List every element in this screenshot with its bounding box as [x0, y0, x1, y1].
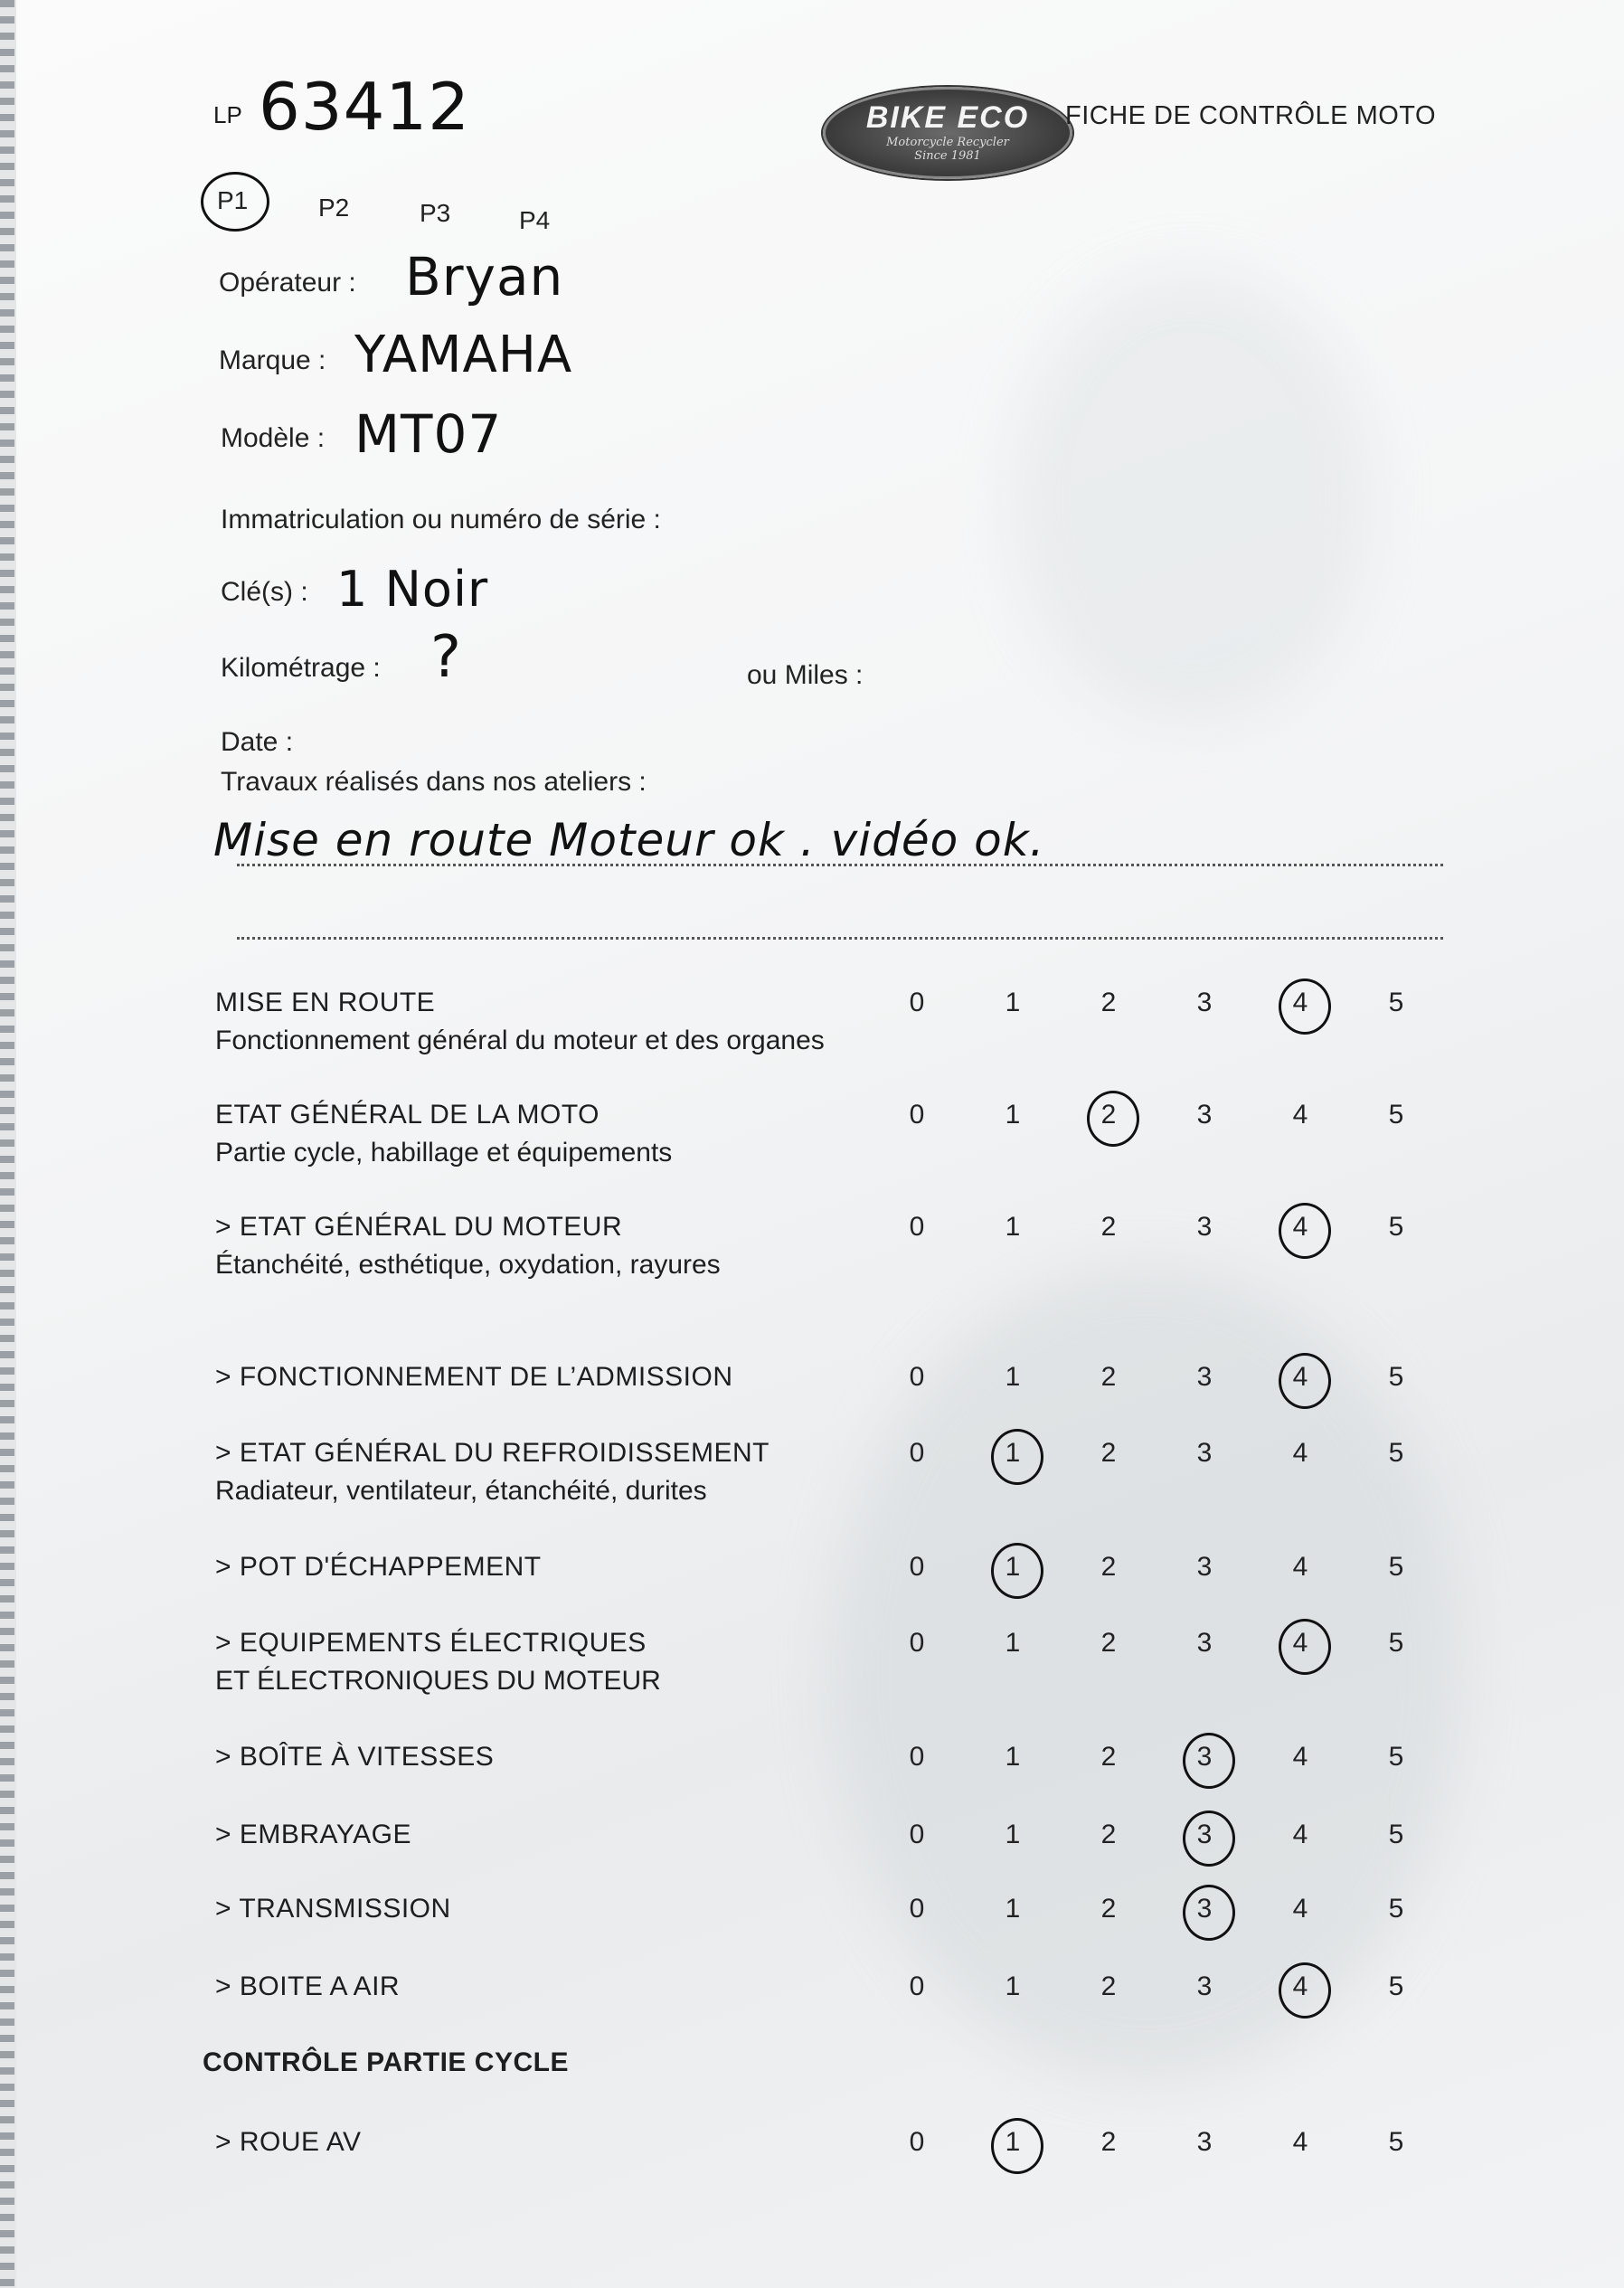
check-subtitle: Partie cycle, habillage et équipements	[215, 1138, 673, 1168]
score-option: 4	[1292, 1820, 1308, 1849]
score-option: 0	[909, 1362, 925, 1392]
logo-tagline: Motorcycle Recycler	[886, 136, 1009, 149]
keys-value: 1 Noir	[336, 561, 489, 618]
check-subtitle: ET ÉLECTRONIQUES DU MOTEUR	[215, 1666, 661, 1696]
score-option: 4	[1292, 1742, 1308, 1772]
score-option: 1	[1005, 1628, 1021, 1658]
phase-p3: P3	[420, 199, 451, 227]
check-title: > FONCTIONNEMENT DE L’ADMISSION	[215, 1362, 733, 1392]
score-option: 1	[1005, 1100, 1021, 1130]
score-option-selected: 3	[1177, 1820, 1232, 1850]
score-option-selected: 1	[986, 2127, 1040, 2158]
score-option-selected: 2	[1081, 1100, 1136, 1130]
score-option: 0	[909, 1628, 925, 1658]
score-option: 5	[1388, 1894, 1404, 1924]
score-option: 3	[1196, 1971, 1213, 2001]
logo-brand: BIKE ECO	[865, 100, 1030, 135]
score-option: 2	[1100, 1820, 1117, 1849]
score-option: 4	[1292, 1552, 1308, 1582]
score-option-selected: 4	[1273, 1362, 1327, 1393]
score-option: 3	[1196, 2127, 1213, 2157]
score-option: 5	[1388, 1971, 1404, 2001]
check-title: > BOÎTE À VITESSES	[215, 1742, 495, 1772]
sheet-title: FICHE DE CONTRÔLE MOTO	[1065, 101, 1437, 130]
score-option: 2	[1100, 2127, 1117, 2157]
score-option-selected: 4	[1273, 1971, 1327, 2002]
check-title: > EQUIPEMENTS ÉLECTRIQUES	[215, 1628, 647, 1658]
score-option: 1	[1005, 1971, 1021, 2001]
score-option: 0	[909, 988, 925, 1017]
score-option: 3	[1196, 1362, 1213, 1392]
phase-p1: P1	[217, 186, 249, 214]
score-option: 5	[1388, 1438, 1404, 1468]
score-option: 1	[1005, 1212, 1021, 1242]
miles-label: ou Miles :	[747, 660, 864, 690]
dotted-line	[237, 864, 1443, 866]
glare-reflection	[1011, 271, 1373, 723]
lp-label: LP	[213, 101, 242, 128]
score-option: 3	[1196, 1212, 1213, 1242]
score-option: 1	[1005, 1894, 1021, 1924]
logo-since: Since 1981	[914, 149, 981, 163]
lp-number: 63412	[259, 69, 471, 145]
score-option: 0	[909, 1212, 925, 1242]
score-option: 5	[1388, 988, 1404, 1017]
date-label: Date :	[221, 727, 294, 757]
score-option: 2	[1100, 1212, 1117, 1242]
score-option: 3	[1196, 1552, 1213, 1582]
brand-value: YAMAHA	[354, 326, 573, 384]
score-option: 5	[1388, 1552, 1404, 1582]
check-title: > ETAT GÉNÉRAL DU REFROIDISSEMENT	[215, 1438, 770, 1468]
check-title: > EMBRAYAGE	[215, 1820, 411, 1849]
keys-label: Clé(s) :	[221, 577, 308, 607]
score-option: 2	[1100, 1894, 1117, 1924]
check-title: > POT D'ÉCHAPPEMENT	[215, 1552, 542, 1582]
score-option-selected: 1	[986, 1438, 1040, 1469]
phase-p2: P2	[318, 194, 350, 222]
score-option: 0	[909, 1971, 925, 2001]
check-title: > ROUE AV	[215, 2127, 362, 2157]
score-option: 5	[1388, 2127, 1404, 2157]
control-sheet	[16, 0, 1624, 2288]
registration-label: Immatriculation ou numéro de série :	[221, 505, 661, 534]
score-option: 0	[909, 2127, 925, 2157]
score-option: 1	[1005, 1362, 1021, 1392]
score-option: 1	[1005, 1820, 1021, 1849]
operator-value: Bryan	[405, 246, 564, 307]
score-option-selected: 3	[1177, 1894, 1232, 1924]
operator-label: Opérateur :	[219, 268, 356, 298]
mileage-value: ?	[430, 624, 462, 691]
score-option-selected: 4	[1273, 1628, 1327, 1659]
brand-label: Marque :	[219, 345, 326, 375]
score-option: 3	[1196, 1438, 1213, 1468]
score-option: 2	[1100, 1438, 1117, 1468]
score-option: 4	[1292, 1438, 1308, 1468]
score-option: 1	[1005, 1742, 1021, 1772]
section-heading-cycle: CONTRÔLE PARTIE CYCLE	[203, 2047, 569, 2077]
score-option: 3	[1196, 1100, 1213, 1130]
phase-p4: P4	[519, 206, 551, 234]
score-option: 3	[1196, 988, 1213, 1017]
check-title: > TRANSMISSION	[215, 1894, 451, 1924]
score-option: 3	[1196, 1628, 1213, 1658]
score-option-selected: 4	[1273, 988, 1327, 1018]
model-label: Modèle :	[221, 423, 326, 453]
score-option: 5	[1388, 1820, 1404, 1849]
bike-eco-logo	[823, 87, 1072, 179]
score-option: 0	[909, 1742, 925, 1772]
score-option: 5	[1388, 1742, 1404, 1772]
score-option: 2	[1100, 988, 1117, 1017]
score-option: 2	[1100, 1362, 1117, 1392]
dotted-line	[237, 937, 1443, 940]
binder-edge	[0, 0, 14, 2288]
score-option: 2	[1100, 1971, 1117, 2001]
check-subtitle: Fonctionnement général du moteur et des organes	[215, 1026, 825, 1055]
score-option-selected: 4	[1273, 1212, 1327, 1243]
score-option: 1	[1005, 988, 1021, 1017]
score-option: 5	[1388, 1100, 1404, 1130]
model-value: MT07	[354, 403, 503, 465]
check-title: > ETAT GÉNÉRAL DU MOTEUR	[215, 1212, 623, 1242]
score-option: 2	[1100, 1552, 1117, 1582]
score-option: 0	[909, 1894, 925, 1924]
score-option: 5	[1388, 1628, 1404, 1658]
score-option: 2	[1100, 1628, 1117, 1658]
score-option: 4	[1292, 1894, 1308, 1924]
check-title: > BOITE A AIR	[215, 1971, 401, 2001]
score-option: 0	[909, 1438, 925, 1468]
score-option: 2	[1100, 1742, 1117, 1772]
score-option: 4	[1292, 2127, 1308, 2157]
check-subtitle: Étanchéité, esthétique, oxydation, rayures	[215, 1250, 721, 1280]
work-value: Mise en route Moteur ok . vidéo ok.	[213, 814, 1045, 866]
score-option-selected: 3	[1177, 1742, 1232, 1773]
check-title: MISE EN ROUTE	[215, 988, 436, 1017]
score-option: 5	[1388, 1362, 1404, 1392]
mileage-label: Kilométrage :	[221, 653, 381, 683]
score-option: 0	[909, 1820, 925, 1849]
score-option: 0	[909, 1552, 925, 1582]
work-label: Travaux réalisés dans nos ateliers :	[221, 767, 647, 797]
score-option: 5	[1388, 1212, 1404, 1242]
check-title: ETAT GÉNÉRAL DE LA MOTO	[215, 1100, 600, 1130]
check-subtitle: Radiateur, ventilateur, étanchéité, durites	[215, 1476, 707, 1506]
score-option: 4	[1292, 1100, 1308, 1130]
score-option-selected: 1	[986, 1552, 1040, 1583]
phase-selected-circle	[201, 172, 269, 232]
score-option: 0	[909, 1100, 925, 1130]
